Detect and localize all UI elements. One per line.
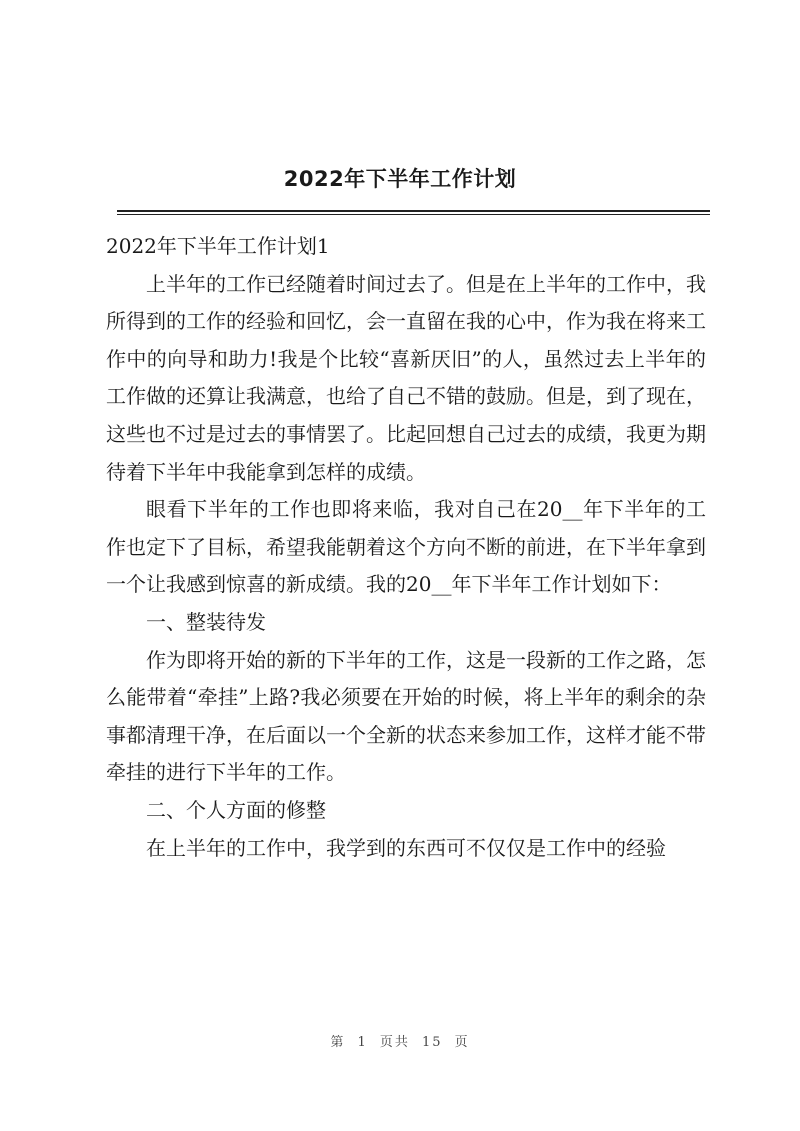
document-body	[106, 228, 706, 867]
paragraph-section-2: 在上半年的工作中，我学到的东西可不仅仅是工作中的经验	[146, 835, 666, 860]
document-subtitle: 2022年下半年工作计划1	[106, 234, 330, 258]
section-heading-1: 一、整装待发	[146, 609, 266, 634]
page-footer: 第 1 页共 15 页	[330, 1035, 470, 1050]
section-heading-2: 二、个人方面的修整	[146, 797, 326, 822]
title-divider-thin	[117, 214, 710, 215]
title-divider-thick	[117, 210, 710, 212]
paragraph-goals: 眼看下半年的工作也即将来临，我对自己在20__年下半年的工作也定下了目标，希望我能朝着这个方向不断的前进，在下半年拿到一个让我感到惊喜的新成绩。我的20__年下半年工作计划如下：	[106, 497, 706, 597]
paragraph-section-1: 作为即将开始的新的下半年的工作，这是一段新的工作之路，怎么能带着“牵挂”上路?我必须要在开始的时候，将上半年的剩余的杂事都清理干净，在后面以一个全新的状态来参加工作，这样才能不带牵挂的进行下半年的工作。	[106, 647, 706, 785]
paragraph-intro: 上半年的工作已经随着时间过去了。但是在上半年的工作中，我所得到的工作的经验和回忆，会一直留在我的心中，作为我在将来工作中的向导和助力!我是个比较“喜新厌旧”的人，虽然过去上半年的工作做的还算让我满意，也给了自己不错的鼓励。但是，到了现在，这些也不过是过去的事情罢了。比起回想自己过去的成绩，我更为期待着下半年中我能拿到怎样的成绩。	[106, 271, 706, 484]
page-title: 2022年下半年工作计划	[283, 167, 517, 191]
